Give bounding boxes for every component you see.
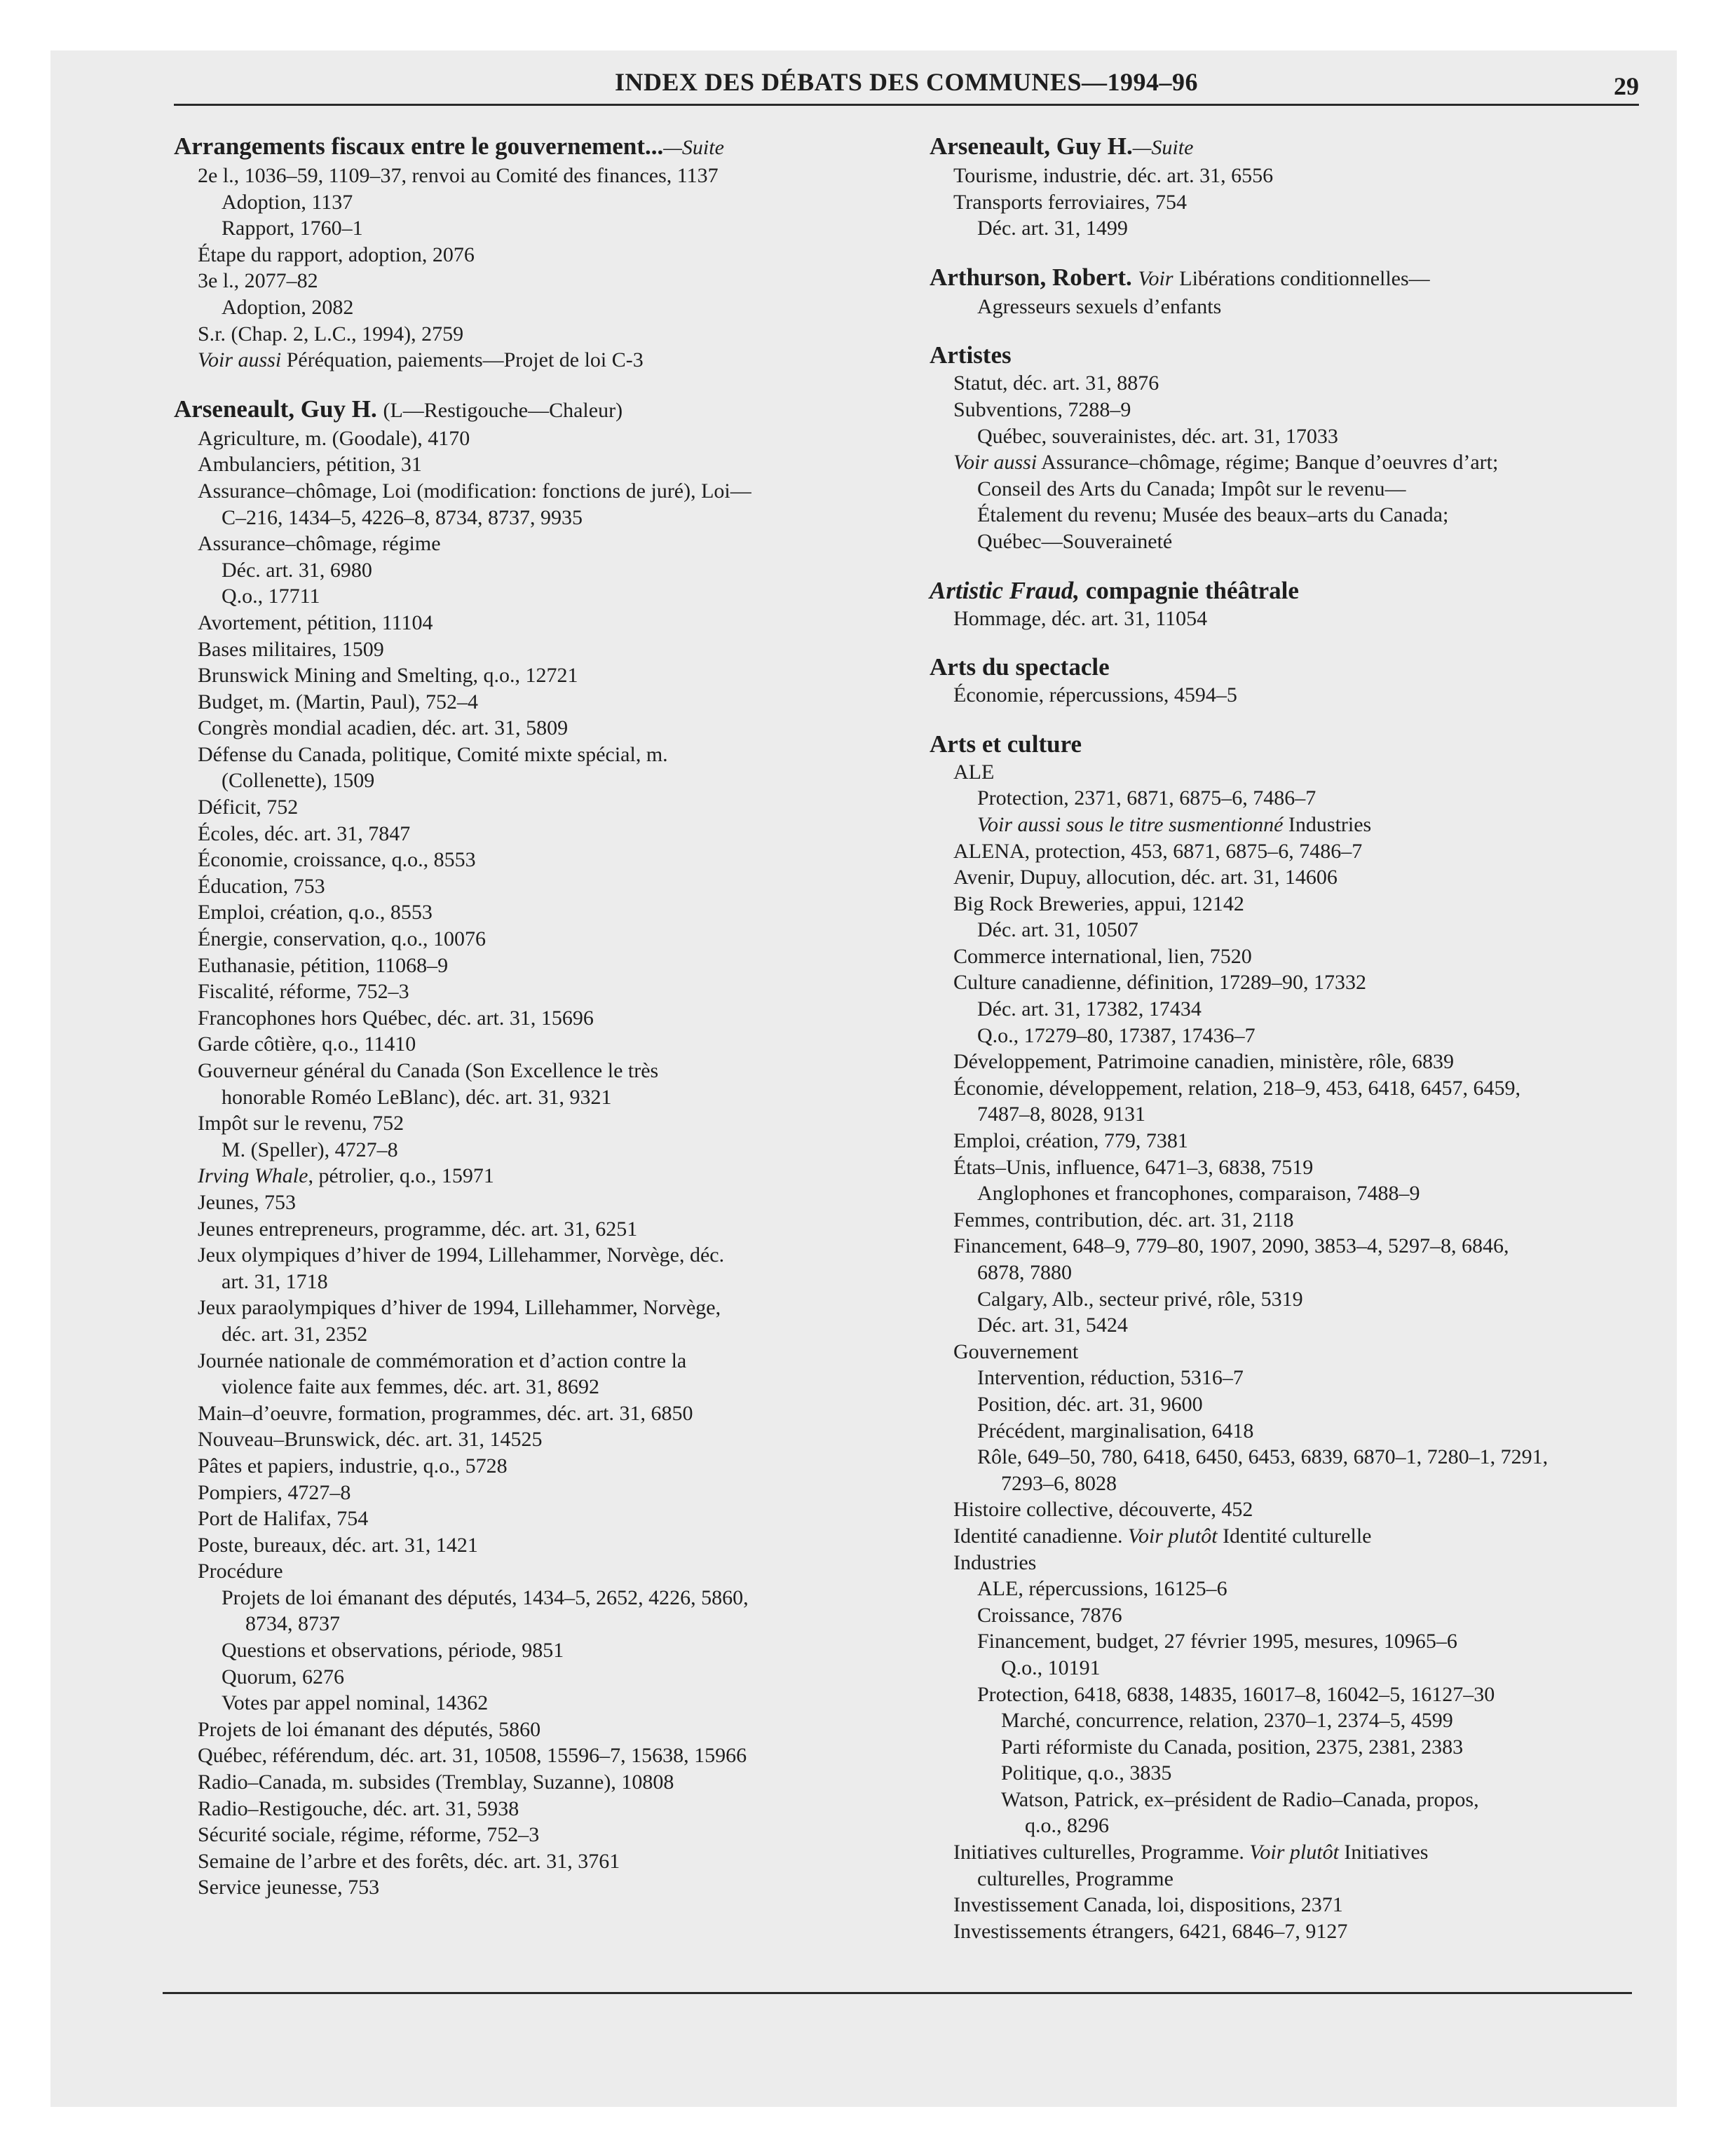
index-line: Rôle, 649–50, 780, 6418, 6450, 6453, 6839, 6870–1, 7280–1, 7291, [977, 1445, 1549, 1469]
index-line: Protection, 2371, 6871, 6875–6, 7486–7 [977, 786, 1316, 810]
footer-rule [163, 1992, 1632, 1994]
index-line: Q.o., 17279–80, 17387, 17436–7 [977, 1023, 1256, 1047]
index-line: Emploi, création, 779, 7381 [953, 1129, 1188, 1153]
index-line: Étape du rapport, adoption, 2076 [198, 243, 475, 266]
index-line: Jeunes, 753 [198, 1190, 296, 1214]
index-line: Déc. art. 31, 10507 [977, 918, 1138, 942]
index-line: Croissance, 7876 [977, 1603, 1122, 1627]
index-line: Projets de loi émanant des députés, 5860 [198, 1717, 541, 1741]
index-line: Q.o., 10191 [1001, 1656, 1101, 1679]
index-line: Jeux olympiques d’hiver de 1994, Lillehammer, Norvège, déc. [198, 1243, 725, 1267]
index-line: Énergie, conservation, q.o., 10076 [198, 927, 487, 951]
index-line: Semaine de l’arbre et des forêts, déc. art. 31, 3761 [198, 1849, 620, 1873]
index-line: Protection, 6418, 6838, 14835, 16017–8, 16042–5, 16127–30 [977, 1682, 1495, 1706]
entry-heading-arrangements: Arrangements fiscaux entre le gouvernement...—Suite [174, 132, 724, 160]
index-line: Financement, 648–9, 779–80, 1907, 2090, 3853–4, 5297–8, 6846, [953, 1234, 1509, 1258]
index-line: Écoles, déc. art. 31, 7847 [198, 821, 411, 845]
index-line: Économie, développement, relation, 218–9, 453, 6418, 6457, 6459, [953, 1076, 1521, 1100]
index-line: Service jeunesse, 753 [198, 1876, 380, 1899]
index-line: Économie, croissance, q.o., 8553 [198, 848, 476, 872]
index-line: Québec, référendum, déc. art. 31, 10508, 15596–7, 15638, 15966 [198, 1744, 747, 1768]
index-line: Femmes, contribution, déc. art. 31, 2118 [953, 1208, 1294, 1231]
index-line: Poste, bureaux, déc. art. 31, 1421 [198, 1533, 478, 1557]
index-line: Investissements étrangers, 6421, 6846–7, 9127 [953, 1919, 1348, 1943]
page-header [174, 67, 1639, 104]
index-line: C–216, 1434–5, 4226–8, 8734, 8737, 9935 [222, 505, 583, 529]
index-line: Conseil des Arts du Canada; Impôt sur le revenu— [977, 477, 1406, 500]
index-line: Ambulanciers, pétition, 31 [198, 453, 422, 477]
index-line: Déc. art. 31, 1499 [977, 217, 1128, 240]
index-line: Position, déc. art. 31, 9600 [977, 1392, 1203, 1416]
entry-heading-arts-spectacle: Arts du spectacle [930, 653, 1110, 681]
index-line: Adoption, 2082 [222, 295, 354, 319]
index-line: Tourisme, industrie, déc. art. 31, 6556 [953, 164, 1274, 187]
index-line: Watson, Patrick, ex–président de Radio–Canada, propos, [1001, 1787, 1479, 1811]
index-line: 8734, 8737 [245, 1612, 340, 1636]
index-line: Marché, concurrence, relation, 2370–1, 2374–5, 4599 [1001, 1709, 1453, 1733]
index-line: Francophones hors Québec, déc. art. 31, 15696 [198, 1006, 594, 1030]
index-line: Déc. art. 31, 5424 [977, 1314, 1128, 1337]
index-line: Déficit, 752 [198, 796, 299, 819]
index-line: Radio–Canada, m. subsides (Tremblay, Suzanne), 10808 [198, 1770, 674, 1794]
index-line: ALE [953, 760, 995, 784]
entry-heading-arthurson: Arthurson, Robert. Voir Libérations conditionnelles— [930, 263, 1430, 291]
index-line: Agriculture, m. (Goodale), 4170 [198, 426, 470, 450]
entry-heading-artistes: Artistes [930, 341, 1012, 369]
index-line: Irving Whale, pétrolier, q.o., 15971 [198, 1164, 494, 1188]
index-line: États–Unis, influence, 6471–3, 6838, 7519 [953, 1155, 1314, 1179]
index-line: Impôt sur le revenu, 752 [198, 1112, 404, 1135]
index-line: 7293–6, 8028 [1001, 1471, 1117, 1495]
index-line: Jeunes entrepreneurs, programme, déc. art. 31, 6251 [198, 1217, 638, 1241]
index-line: Congrès mondial acadien, déc. art. 31, 5809 [198, 716, 569, 740]
index-line: Sécurité sociale, régime, réforme, 752–3 [198, 1823, 540, 1847]
index-line: Québec, souverainistes, déc. art. 31, 17033 [977, 424, 1338, 448]
index-line: Gouvernement [953, 1339, 1079, 1363]
entry-heading-arseneault-suite: Arseneault, Guy H.—Suite [930, 132, 1194, 160]
index-line: Parti réformiste du Canada, position, 2375, 2381, 2383 [1001, 1735, 1464, 1759]
index-line: Politique, q.o., 3835 [1001, 1761, 1172, 1785]
index-line: Éducation, 753 [198, 874, 325, 898]
index-line: Étalement du revenu; Musée des beaux–arts du Canada; [977, 503, 1449, 527]
index-line: (Collenette), 1509 [222, 769, 375, 793]
index-line: Fiscalité, réforme, 752–3 [198, 980, 409, 1004]
index-line: Transports ferroviaires, 754 [953, 190, 1188, 214]
index-line: ALE, répercussions, 16125–6 [977, 1577, 1227, 1601]
index-line: Québec—Souveraineté [977, 529, 1173, 553]
index-line: Budget, m. (Martin, Paul), 752–4 [198, 690, 478, 714]
index-line: Euthanasie, pétition, 11068–9 [198, 953, 449, 977]
index-line: ALENA, protection, 453, 6871, 6875–6, 7486–7 [953, 839, 1363, 863]
index-line: Financement, budget, 27 février 1995, mesures, 10965–6 [977, 1630, 1457, 1653]
index-line: Quorum, 6276 [222, 1665, 344, 1688]
index-line: Big Rock Breweries, appui, 12142 [953, 892, 1244, 915]
index-line: Assurance–chômage, régime [198, 532, 441, 556]
index-line: Main–d’oeuvre, formation, programmes, déc. art. 31, 6850 [198, 1401, 693, 1425]
index-line: 2e l., 1036–59, 1109–37, renvoi au Comité des finances, 1137 [198, 164, 719, 187]
index-line: Avenir, Dupuy, allocution, déc. art. 31, 14606 [953, 866, 1338, 889]
index-line: Précédent, marginalisation, 6418 [977, 1419, 1254, 1442]
index-line: M. (Speller), 4727–8 [222, 1138, 398, 1161]
index-line: Nouveau–Brunswick, déc. art. 31, 14525 [198, 1428, 543, 1452]
index-line: Journée nationale de commémoration et d’action contre la [198, 1349, 687, 1372]
index-line: Identité canadienne. Voir plutôt Identité culturelle [953, 1524, 1372, 1548]
index-line: Industries [953, 1550, 1037, 1574]
entry-heading-arts-culture: Arts et culture [930, 730, 1082, 758]
header-rule [174, 104, 1639, 106]
index-line: Défense du Canada, politique, Comité mixte spécial, m. [198, 742, 668, 766]
index-line: Initiatives culturelles, Programme. Voir plutôt Initiatives [953, 1841, 1429, 1864]
entry-heading-arseneault: Arseneault, Guy H. (L—Restigouche—Chaleur) [174, 395, 623, 423]
index-line: Questions et observations, période, 9851 [222, 1639, 564, 1663]
index-line: culturelles, Programme [977, 1867, 1173, 1890]
index-line: Développement, Patrimoine canadien, ministère, rôle, 6839 [953, 1050, 1454, 1074]
index-line: Investissement Canada, loi, dispositions, 2371 [953, 1893, 1343, 1917]
index-line: Jeux paraolympiques d’hiver de 1994, Lillehammer, Norvège, [198, 1296, 721, 1320]
index-line: Votes par appel nominal, 14362 [222, 1691, 489, 1715]
index-line: Projets de loi émanant des députés, 1434–5, 2652, 4226, 5860, [222, 1585, 749, 1609]
index-line: 3e l., 2077–82 [198, 269, 318, 293]
index-line: art. 31, 1718 [222, 1269, 328, 1293]
index-line: Port de Halifax, 754 [198, 1507, 369, 1531]
right-column [930, 132, 1639, 1944]
voir-aussi-line: Voir aussi sous le titre susmentionné Industries [977, 812, 1372, 836]
index-line: Avortement, pétition, 11104 [198, 610, 433, 634]
left-column [174, 132, 882, 1901]
index-line: Subventions, 7288–9 [953, 397, 1131, 421]
index-line: 6878, 7880 [977, 1261, 1072, 1284]
voir-aussi-line: Voir aussi Assurance–chômage, régime; Banque d’oeuvres d’art; [953, 451, 1499, 475]
index-line: S.r. (Chap. 2, L.C., 1994), 2759 [198, 322, 464, 346]
index-line: Calgary, Alb., secteur privé, rôle, 5319 [977, 1287, 1303, 1311]
index-line: Garde côtière, q.o., 11410 [198, 1032, 416, 1056]
index-line: Rapport, 1760–1 [222, 217, 363, 240]
index-line: Emploi, création, q.o., 8553 [198, 901, 433, 925]
index-line: Assurance–chômage, Loi (modification: fonctions de juré), Loi— [198, 479, 751, 503]
index-line: Radio–Restigouche, déc. art. 31, 5938 [198, 1796, 519, 1820]
voir-aussi-line: Voir aussi Péréquation, paiements—Projet de loi C-3 [198, 348, 644, 372]
index-line: 7487–8, 8028, 9131 [977, 1103, 1145, 1126]
index-line: Q.o., 17711 [222, 585, 320, 608]
header-title: INDEX DES DÉBATS DES COMMUNES—1994–96 [615, 68, 1198, 96]
index-line: Pâtes et papiers, industrie, q.o., 5728 [198, 1454, 508, 1478]
index-line: Statut, déc. art. 31, 8876 [953, 371, 1159, 395]
index-line: Intervention, réduction, 5316–7 [977, 1366, 1244, 1390]
index-line: honorable Roméo LeBlanc), déc. art. 31, 9321 [222, 1085, 612, 1109]
index-line: Hommage, déc. art. 31, 11054 [953, 606, 1208, 630]
index-line: violence faite aux femmes, déc. art. 31, 8692 [222, 1375, 599, 1399]
index-line: Adoption, 1137 [222, 190, 353, 214]
index-line: Déc. art. 31, 6980 [222, 558, 372, 582]
index-line: Histoire collective, découverte, 452 [953, 1498, 1253, 1522]
index-line: Culture canadienne, définition, 17289–90, 17332 [953, 971, 1367, 995]
index-line: déc. art. 31, 2352 [222, 1322, 368, 1346]
index-line: Déc. art. 31, 17382, 17434 [977, 997, 1202, 1021]
index-line: Brunswick Mining and Smelting, q.o., 12721 [198, 664, 578, 688]
index-line: q.o., 8296 [1025, 1814, 1109, 1838]
index-line: Anglophones et francophones, comparaison, 7488–9 [977, 1182, 1420, 1206]
index-line: Commerce international, lien, 7520 [953, 944, 1252, 968]
index-line: Gouverneur général du Canada (Son Excellence le très [198, 1059, 659, 1082]
index-line: Pompiers, 4727–8 [198, 1480, 351, 1504]
index-line: Bases militaires, 1509 [198, 637, 384, 661]
page-number: 29 [1614, 72, 1639, 100]
index-line: Agresseurs sexuels d’enfants [977, 294, 1222, 318]
index-line: Procédure [198, 1560, 283, 1583]
entry-heading-artistic-fraud: Artistic Fraud, compagnie théâtrale [930, 576, 1299, 604]
index-line: Économie, répercussions, 4594–5 [953, 683, 1237, 707]
